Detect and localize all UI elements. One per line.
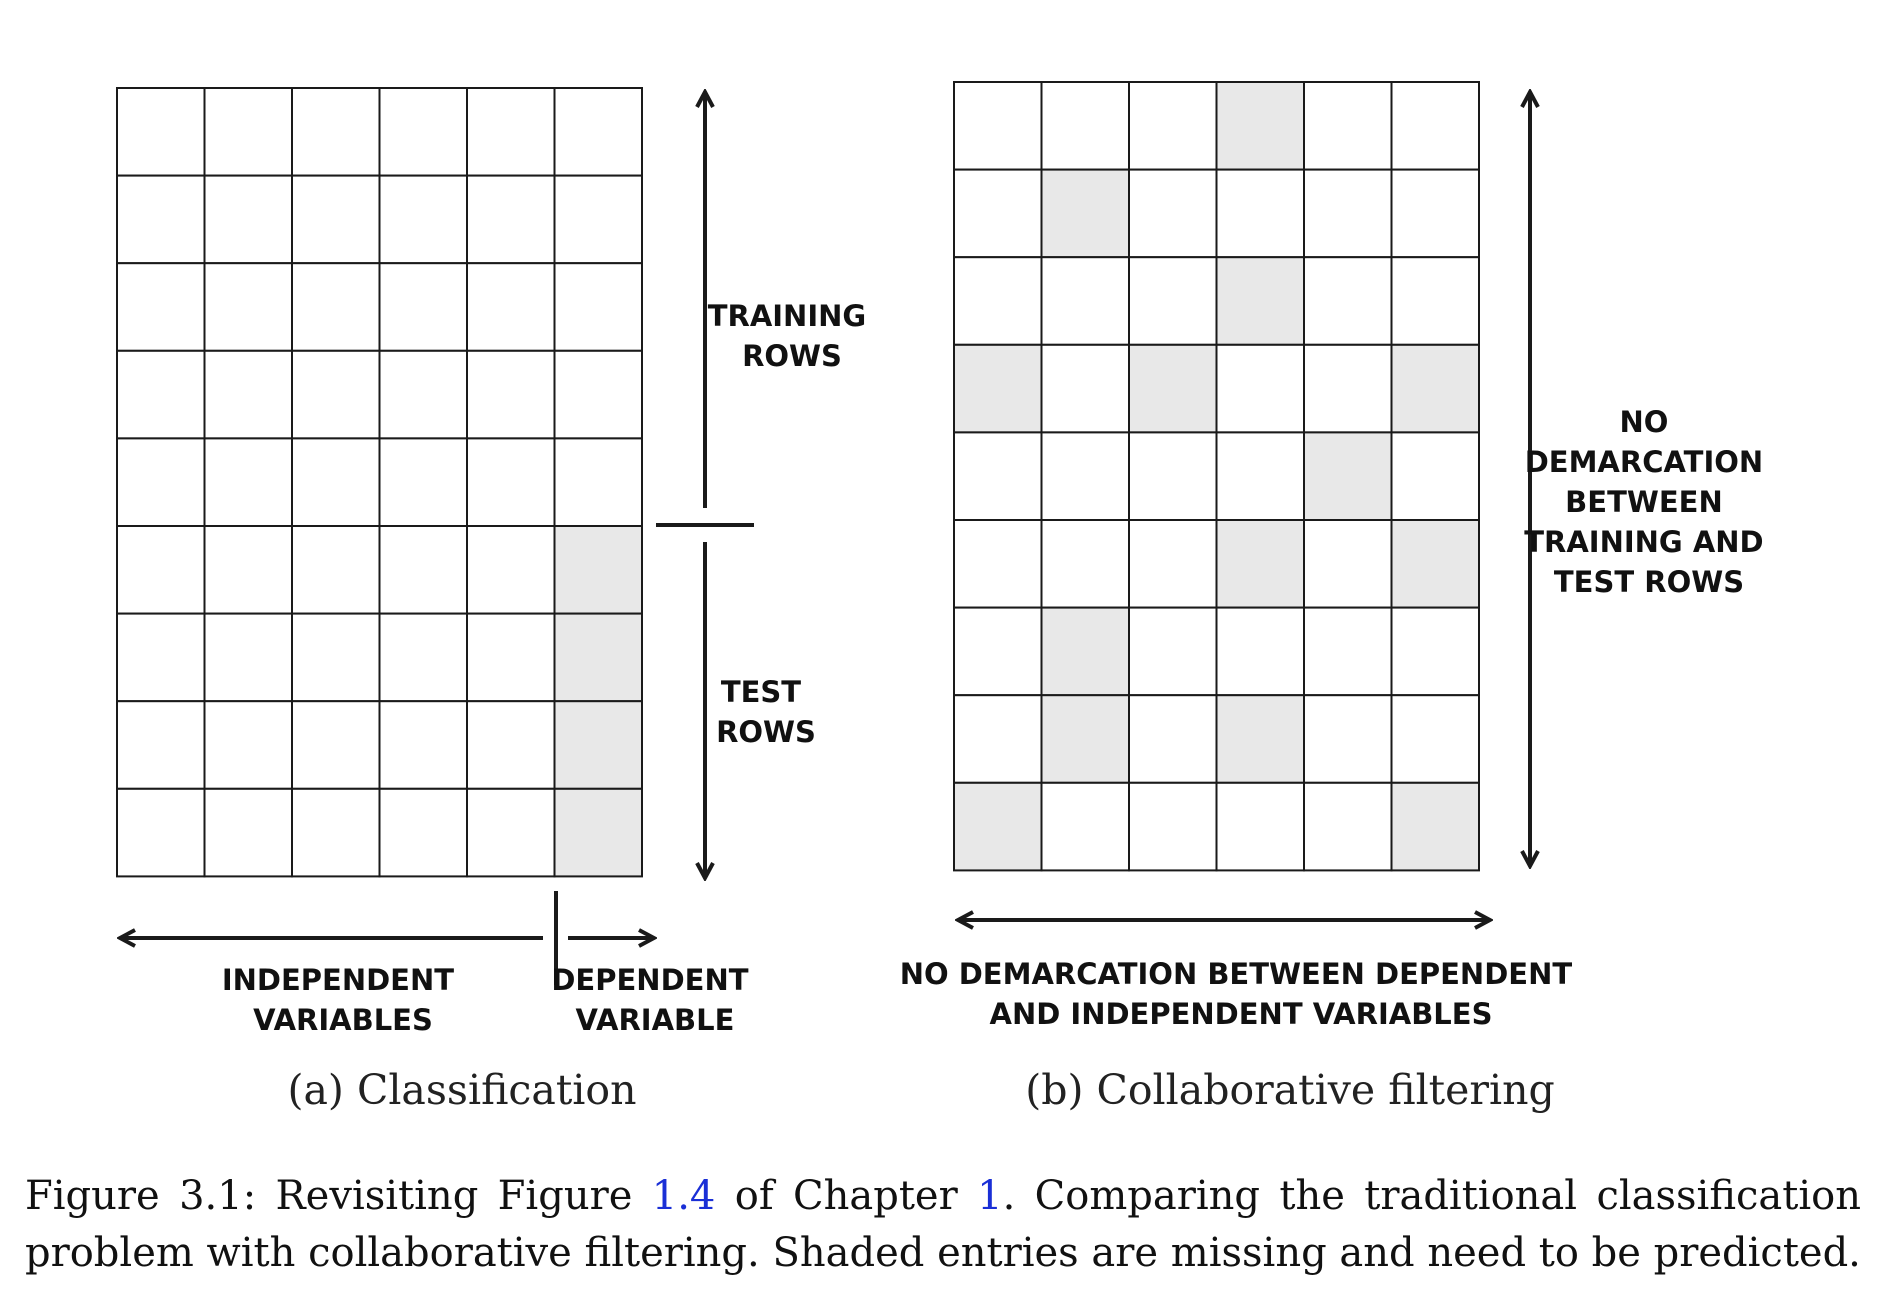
variables-label-line-2: AND INDEPENDENT VARIABLES	[989, 997, 1493, 1031]
grid-a-cell	[555, 351, 643, 439]
grid-b-cell	[1392, 257, 1480, 345]
grid-a-cell	[205, 88, 293, 176]
grid-b-cell	[1304, 257, 1392, 345]
grid-a-cell	[117, 88, 205, 176]
training-label-line-2: ROWS	[742, 339, 842, 373]
grid-a-cell	[117, 263, 205, 351]
grid-b-missing-cell	[1217, 82, 1305, 170]
grid-b-cell	[954, 82, 1042, 170]
grid-a-cell	[117, 614, 205, 702]
caption-text-1: Figure 3.1: Revisiting Figure	[25, 1173, 652, 1219]
grid-a-cell	[205, 438, 293, 526]
grid-b-cell	[1042, 257, 1130, 345]
grid-b-cell	[1217, 345, 1305, 433]
grid-b-cell	[1392, 432, 1480, 520]
no-demarcation-rows-label	[1524, 405, 1773, 599]
grid-b-cell	[1304, 695, 1392, 783]
independent-label-line-2: VARIABLES	[253, 1003, 433, 1037]
grid-b-missing-cell	[1217, 520, 1305, 608]
grid-a-cell	[205, 263, 293, 351]
grid-b-cell	[1129, 608, 1217, 696]
grid-b-cell	[1129, 783, 1217, 871]
rows-label-line-2: DEMARCATION	[1524, 445, 1764, 479]
grid-a-cell	[380, 438, 468, 526]
grid-a-cell	[380, 701, 468, 789]
test-label-line-1: TEST	[720, 675, 802, 709]
grid-b	[954, 82, 1479, 870]
grid-a-cell	[380, 351, 468, 439]
training-rows-label	[708, 299, 877, 373]
grid-a-cell	[380, 789, 468, 877]
grid-a-cell	[467, 351, 555, 439]
grid-b-missing-cell	[1042, 170, 1130, 258]
grid-b-cell	[1129, 170, 1217, 258]
grid-b-cell	[1304, 783, 1392, 871]
training-label-line-1: TRAINING	[707, 299, 867, 333]
figure-caption	[25, 1168, 1861, 1282]
grid-b-cell	[1304, 345, 1392, 433]
grid-a-cell	[292, 88, 380, 176]
grid-a-cell	[205, 614, 293, 702]
independent-label-line-1: INDEPENDENT	[221, 963, 455, 997]
grid-a-cell	[380, 88, 468, 176]
grid-a-cell	[292, 176, 380, 264]
grid-a-cell	[467, 789, 555, 877]
grid-a-cell	[555, 176, 643, 264]
grid-b-cell	[1129, 520, 1217, 608]
grid-a-cell	[555, 438, 643, 526]
grid-b-cell	[954, 170, 1042, 258]
grid-a-cell	[380, 176, 468, 264]
rows-label-line-1: NO	[1619, 405, 1669, 439]
grid-a-cell	[205, 176, 293, 264]
grid-a-cell	[117, 789, 205, 877]
grid-a-cell	[117, 701, 205, 789]
grid-a-cell	[467, 614, 555, 702]
no-demarcation-variables-label	[900, 957, 1583, 1031]
grid-b-cell	[1042, 520, 1130, 608]
grid-a-cell	[467, 88, 555, 176]
variables-label-line-1: NO DEMARCATION BETWEEN DEPENDENT	[899, 957, 1573, 991]
grid-b-cell	[954, 520, 1042, 608]
grid-a-cell	[292, 701, 380, 789]
dependent-label-line-1: DEPENDENT	[551, 963, 749, 997]
grid-b-cell	[1304, 170, 1392, 258]
grid-a-cell	[292, 614, 380, 702]
figure-1-4-link[interactable]: 1.4	[651, 1173, 716, 1219]
grid-b-missing-cell	[1217, 257, 1305, 345]
grid-b-cell	[1129, 432, 1217, 520]
grid-b-missing-cell	[1392, 520, 1480, 608]
grid-b-missing-cell	[1042, 695, 1130, 783]
grid-a-cell	[467, 176, 555, 264]
grid-b-cell	[1042, 345, 1130, 433]
grid-b-cell	[1392, 82, 1480, 170]
grid-b-cell	[1129, 695, 1217, 783]
grid-b-cell	[954, 257, 1042, 345]
grid-a-cell	[555, 88, 643, 176]
grid-b-missing-cell	[1129, 345, 1217, 433]
grid-b-cell	[1217, 783, 1305, 871]
caption-text-3: . Comparing the traditional classification problem with collaborative filtering. Shaded entries are missing and need to be predicted.	[25, 1173, 1861, 1276]
grid-a-cell	[292, 263, 380, 351]
grid-a-cell	[380, 263, 468, 351]
grid-a-cell	[292, 438, 380, 526]
grid-b-missing-cell	[1304, 432, 1392, 520]
grid-a-cell	[467, 438, 555, 526]
grid-a-missing-cell	[555, 701, 643, 789]
grid-a-cell	[467, 263, 555, 351]
grid-b-cell	[1217, 170, 1305, 258]
dependent-variable-label	[551, 963, 758, 1037]
grid-b-cell	[1042, 432, 1130, 520]
grid-b-cell	[1304, 520, 1392, 608]
grid-b-cell	[1304, 82, 1392, 170]
grid-b-cell	[1129, 257, 1217, 345]
panel-b-collaborative-filtering	[900, 82, 1774, 1114]
rows-label-line-4: TRAINING AND	[1524, 525, 1764, 559]
grid-b-missing-cell	[1392, 783, 1480, 871]
grid-b-cell	[1217, 608, 1305, 696]
grid-a-cell	[205, 351, 293, 439]
grid-a-cell	[205, 701, 293, 789]
grid-a-missing-cell	[555, 614, 643, 702]
grid-b-missing-cell	[954, 345, 1042, 433]
panel-a-classification	[117, 88, 876, 1114]
grid-a-cell	[292, 789, 380, 877]
grid-a-cell	[117, 176, 205, 264]
dependent-label-line-2: VARIABLE	[575, 1003, 735, 1037]
independent-variables-label	[222, 963, 464, 1037]
grid-a-cell	[555, 263, 643, 351]
grid-b-cell	[1042, 783, 1130, 871]
grid-b-cell	[954, 695, 1042, 783]
grid-a-cell	[117, 438, 205, 526]
rows-label-line-5: TEST ROWS	[1553, 565, 1745, 599]
caption-text-2: of Chapter	[715, 1173, 978, 1219]
test-label-line-2: ROWS	[716, 715, 816, 749]
subcaption-b: (b) Collaborative filtering	[1025, 1066, 1555, 1114]
grid-a-cell	[205, 789, 293, 877]
grid-a-cell	[380, 614, 468, 702]
test-rows-label	[716, 675, 816, 749]
subcaption-a: (a) Classification	[287, 1066, 637, 1114]
grid-b-cell	[954, 608, 1042, 696]
grid-b-cell	[954, 432, 1042, 520]
grid-b-cell	[1392, 170, 1480, 258]
grid-b-missing-cell	[1042, 608, 1130, 696]
grid-a-cell	[467, 526, 555, 614]
grid-b-cell	[1304, 608, 1392, 696]
rows-label-line-3: BETWEEN	[1565, 485, 1723, 519]
grid-b-cell	[1217, 432, 1305, 520]
grid-b-missing-cell	[954, 783, 1042, 871]
grid-b-cell	[1392, 608, 1480, 696]
grid-b-missing-cell	[1217, 695, 1305, 783]
grid-a-missing-cell	[555, 526, 643, 614]
grid-a	[117, 88, 642, 876]
grid-b-cell	[1042, 82, 1130, 170]
grid-a-cell	[292, 526, 380, 614]
grid-a-missing-cell	[555, 789, 643, 877]
grid-a-cell	[117, 526, 205, 614]
grid-a-cell	[467, 701, 555, 789]
grid-a-cell	[380, 526, 468, 614]
chapter-1-link[interactable]: 1	[977, 1173, 1003, 1219]
grid-a-cell	[292, 351, 380, 439]
grid-a-cell	[117, 351, 205, 439]
grid-a-cell	[205, 526, 293, 614]
grid-b-missing-cell	[1392, 345, 1480, 433]
grid-b-cell	[1129, 82, 1217, 170]
grid-b-cell	[1392, 695, 1480, 783]
